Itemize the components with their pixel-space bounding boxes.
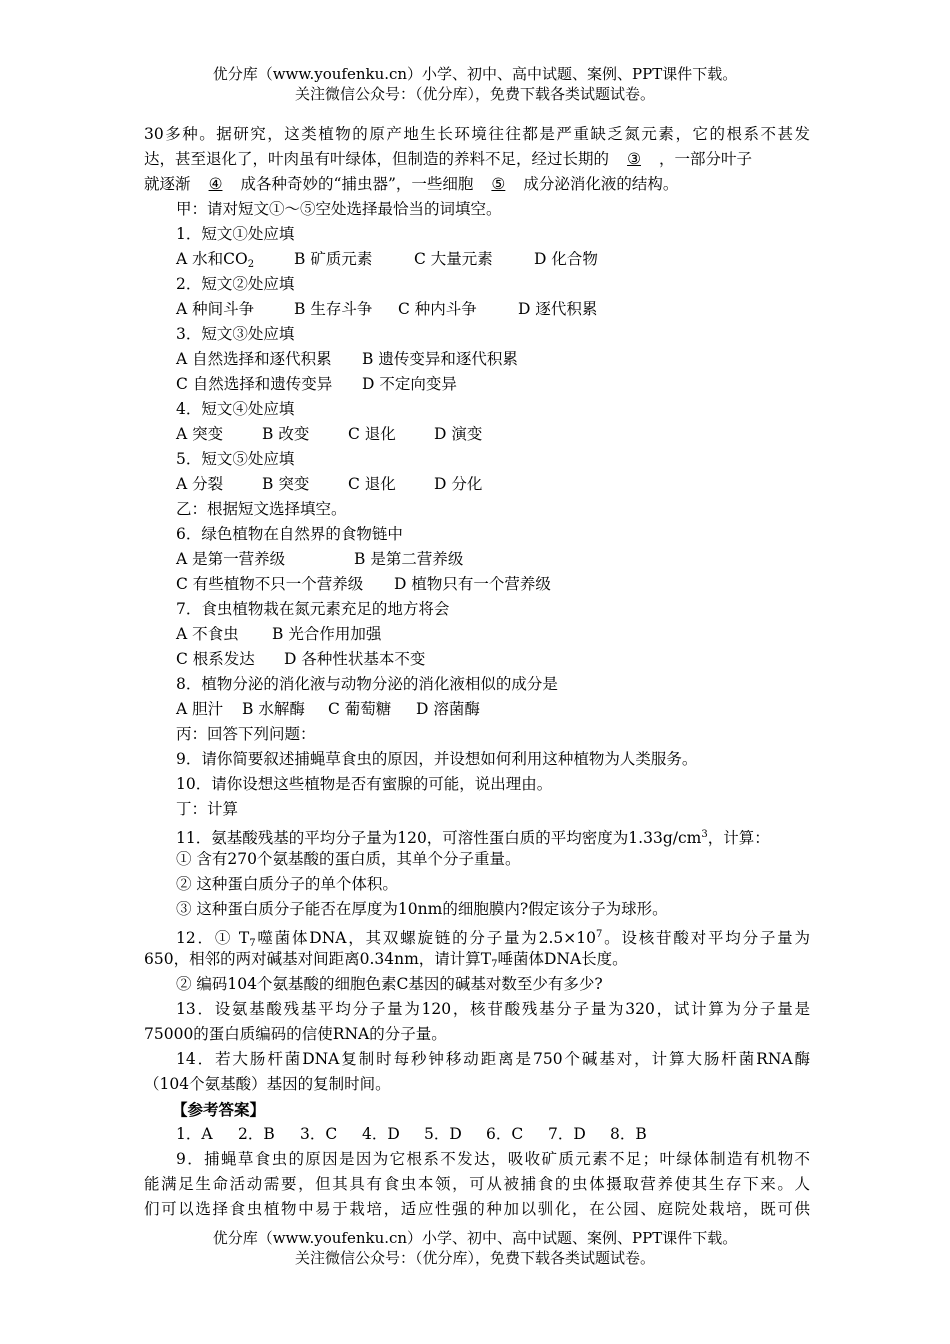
question-7-options: [144, 622, 810, 647]
blank-5: ⑤: [491, 175, 506, 193]
question-11-part-2: ② 这种蛋白质分子的单个体积。: [176, 875, 398, 893]
answer-item: 2．B: [238, 1125, 275, 1143]
question-14: 14．若大肠杆菌DNA复制时每秒钟移动距离是750个碱基对，计算大肠杆菌RNA酶: [176, 1050, 810, 1068]
option-c: C 大量元素: [414, 250, 493, 268]
question-12: 12．① $T_7$噬菌体DNA，其双螺旋链的分子量为$2.5\times 10^7$。设核苷酸对平均分子量为: [176, 929, 810, 949]
answer-item: 5．D: [424, 1125, 462, 1143]
option-b: B 光合作用加强: [272, 625, 382, 643]
blank-4: ④: [208, 175, 223, 193]
option-c: C 葡萄糖: [328, 700, 392, 718]
answer-item: 7．D: [548, 1125, 586, 1143]
option-a: A 种间斗争: [176, 300, 255, 318]
option-d: D 逐代积累: [518, 300, 598, 318]
option-c: C 退化: [348, 425, 396, 443]
answers-title: 【参考答案】: [172, 1100, 266, 1119]
page-header: [0, 64, 950, 104]
question-13: 13．设氨基酸残基平均分子量为120，核苷酸残基分子量为320，试计算为分子量是: [176, 1000, 810, 1018]
page-footer: [0, 1228, 950, 1268]
question-4-options: [144, 422, 810, 447]
answer-item: 3．C: [300, 1125, 338, 1143]
question-11-part-1: ① 含有270个氨基酸的蛋白质，其单个分子重量。: [176, 850, 521, 868]
option-d: D 溶菌酶: [416, 700, 480, 718]
option-d: D 化合物: [534, 250, 598, 268]
question-11-part-3: ③ 这种蛋白质分子能否在厚度为10nm的细胞膜内?假定该分子为球形。: [176, 900, 668, 918]
question-6: 6．绿色植物在自然界的食物链中: [176, 525, 403, 543]
option-c: C 种内斗争: [398, 300, 477, 318]
question-2: 2．短文②处应填: [176, 275, 295, 293]
answer-item: 6．C: [486, 1125, 524, 1143]
option-d: D 不定向变异: [362, 375, 457, 393]
option-d: D 分化: [434, 475, 483, 493]
question-12-part-2: ② 编码104个氨基酸的细胞色素C基因的碱基对数至少有多少?: [176, 975, 603, 993]
question-12-line-2: 650，相邻的两对碱基对间距离0.34nm，请计算$T_7$唾菌体DNA长度。: [144, 950, 628, 970]
option-b: B 突变: [262, 475, 310, 493]
option-b: B 生存斗争: [294, 300, 373, 318]
header-line-1: 优分库（www.youfenku.cn）小学、初中、高中试题、案例、PPT课件下载。: [212, 65, 738, 83]
question-7: 7．食虫植物栽在氮元素充足的地方将会: [176, 600, 450, 618]
question-5-options: [144, 472, 810, 497]
option-c: C 退化: [348, 475, 396, 493]
question-2-options: [144, 297, 810, 322]
option-b: B 水解酶: [242, 700, 305, 718]
answer-item: 4．D: [362, 1125, 400, 1143]
question-11: 11．氨基酸残基的平均分子量为120，可溶性蛋白质的平均密度为$1.33g/cm^3$，计算：: [176, 829, 770, 847]
option-c: C 根系发达: [176, 650, 255, 668]
answer-9-line: 能满足生命活动需要，但其具有食虫本领，可从被捕食的虫体摄取营养使其生存下来。人: [144, 1175, 810, 1193]
footer-line-2: 关注微信公众号：（优分库），免费下载各类试题试卷。: [294, 1249, 655, 1267]
option-a: A 不食虫: [176, 625, 239, 643]
question-4: 4．短文④处应填: [176, 400, 295, 418]
option-d: D 植物只有一个营养级: [394, 575, 551, 593]
answer-9: 9．捕蝇草食虫的原因是因为它根系不发达，吸收矿质元素不足；叶绿体制造有机物不: [176, 1150, 810, 1168]
option-c: C 有些植物不只一个营养级: [176, 575, 364, 593]
question-13-line-2: 75000的蛋白质编码的信使RNA的分子量。: [144, 1025, 447, 1043]
option-a: A 分裂: [176, 475, 224, 493]
option-a: A 是第一营养级: [176, 550, 286, 568]
passage-line: 30多种。据研究，这类植物的原产地生长环境往往都是严重缺乏氮元素，它的根系不甚发: [144, 125, 810, 143]
option-a: A 自然选择和逐代积累: [176, 350, 332, 368]
option-b: B 矿质元素: [294, 250, 373, 268]
section-yi: 乙：根据短文选择填空。: [176, 500, 347, 518]
question-3: 3．短文③处应填: [176, 325, 295, 343]
answers-list: [144, 1122, 810, 1147]
question-8: 8．植物分泌的消化液与动物分泌的消化液相似的成分是: [176, 675, 558, 693]
question-3-options: [144, 372, 810, 397]
answer-9-line: 们可以选择食虫植物中易于栽培，适应性强的种加以驯化，在公园、庭院处栽培，既可供: [144, 1200, 810, 1218]
question-9: 9．请你简要叙述捕蝇草食虫的原因，并设想如何利用这种植物为人类服务。: [176, 750, 698, 768]
question-14-line-2: （104个氨基酸）基因的复制时间。: [144, 1075, 391, 1093]
section-bing: 丙：回答下列问题：: [176, 725, 316, 743]
question-7-options: [144, 647, 810, 672]
passage-line: 就逐渐 ④ 成各种奇妙的“捕虫器”，一些细胞 ⑤ 成分泌消化液的结构。: [144, 172, 810, 197]
section-ding: 丁：计算: [176, 800, 239, 818]
question-5: 5．短文⑤处应填: [176, 450, 295, 468]
footer-line-1: 优分库（www.youfenku.cn）小学、初中、高中试题、案例、PPT课件下载。: [212, 1229, 738, 1247]
option-b: B 是第二营养级: [354, 550, 464, 568]
header-line-2: 关注微信公众号：（优分库），免费下载各类试题试卷。: [294, 85, 655, 103]
question-10: 10．请你设想这些植物是否有蜜腺的可能，说出理由。: [176, 775, 553, 793]
question-6-options: [144, 547, 810, 572]
answer-item: 1．A: [176, 1125, 213, 1143]
passage-line: 达，甚至退化了，叶肉虽有叶绿体，但制造的养料不足，经过长期的 ③ ，一部分叶子: [144, 147, 810, 172]
option-a: A 水和CO2: [176, 250, 255, 270]
document-body: [144, 122, 810, 1222]
option-d: D 各种性状基本不变: [284, 650, 426, 668]
question-1: 1．短文①处应填: [176, 225, 295, 243]
option-b: B 改变: [262, 425, 310, 443]
option-c: C 自然选择和遗传变异: [176, 375, 333, 393]
question-6-options: [144, 572, 810, 597]
option-a: A 胆汁: [176, 700, 224, 718]
blank-3: ③: [627, 150, 641, 168]
section-jia: 甲：请对短文①～⑤空处选择最恰当的词填空。: [176, 200, 502, 218]
question-1-options: [144, 247, 810, 272]
answer-item: 8．B: [610, 1125, 647, 1143]
question-3-options: [144, 347, 810, 372]
option-d: D 演变: [434, 425, 483, 443]
question-8-options: [144, 697, 810, 722]
option-a: A 突变: [176, 425, 224, 443]
option-b: B 遗传变异和逐代积累: [362, 350, 518, 368]
